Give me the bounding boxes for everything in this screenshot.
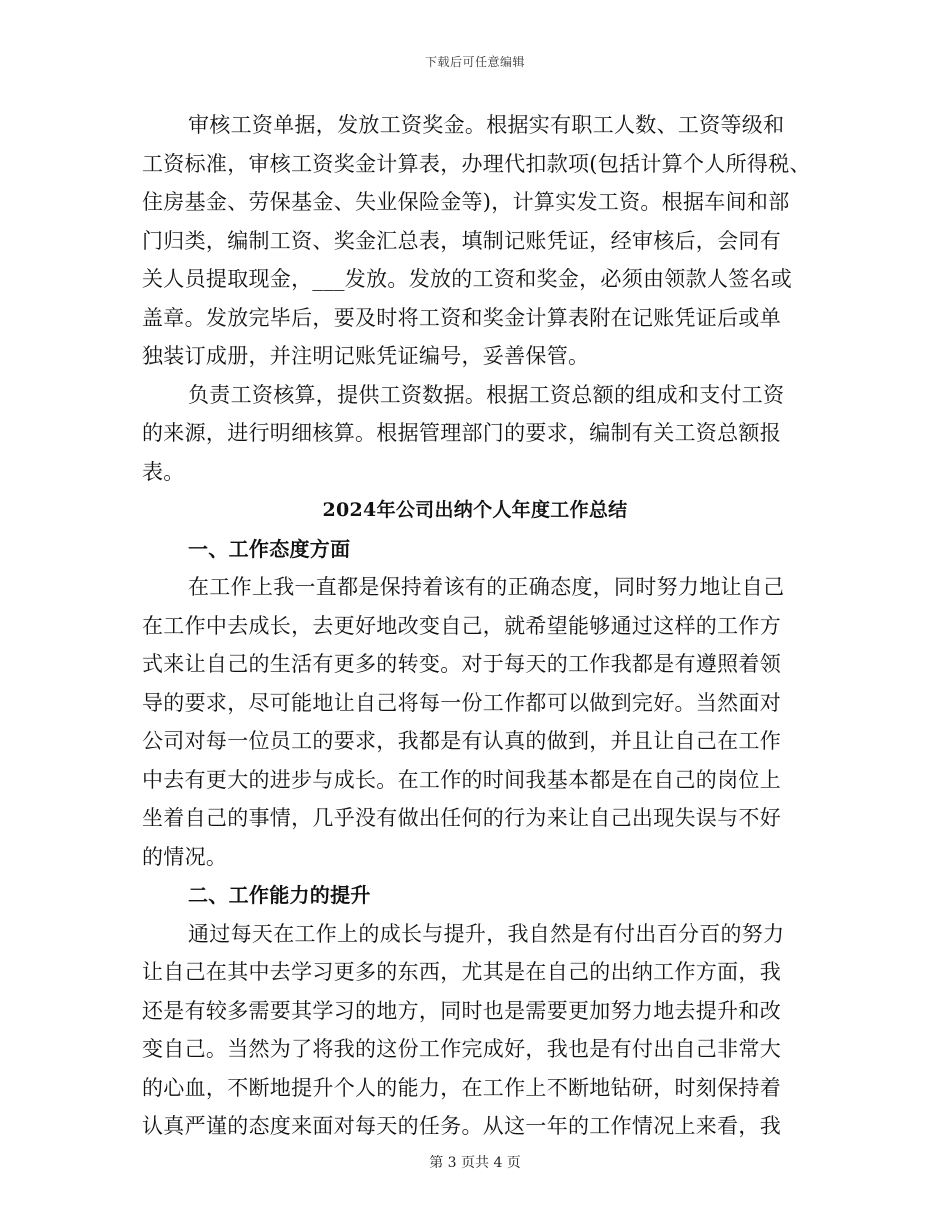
paragraph-line: 变自己。当然为了将我的这份工作完成好，我也是有付出自己非常大 [142, 1037, 781, 1061]
paragraph-line: 式来让自己的生活有更多的转变。对于每天的工作我都是有遵照着领 [142, 652, 781, 676]
paragraph-line: 审核工资单据，发放工资奖金。根据实有职工人数、工资等级和 [188, 113, 785, 137]
paragraph-line: 独装订成册，并注明记账凭证编号，妥善保管。 [142, 344, 590, 368]
paragraph-line: 中去有更大的进步与成长。在工作的时间我基本都是在自己的岗位上 [142, 767, 781, 792]
paragraph-line: 工资标准，审核工资奖金计算表，办理代扣款项(包括计算个人所得税、 [142, 151, 811, 176]
page-header: 下载后可任意编辑 [424, 55, 525, 69]
paragraph-line: 的来源，进行明细核算。根据管理部门的要求，编制有关工资总额报 [142, 421, 781, 445]
document-body [142, 106, 811, 1146]
paragraph-line: 关人员提取现金，___发放。发放的工资和奖金，必须由领款人签名或 [142, 267, 793, 291]
paragraph-line: 还是有较多需要其学习的地方，同时也是需要更加努力地去提升和改 [142, 998, 781, 1023]
paragraph-line: 表。 [142, 459, 185, 484]
paragraph-line: 在工作中去成长，去更好地改变自己，就希望能够通过这样的工作方 [142, 613, 781, 638]
paragraph-line: 的心血，不断地提升个人的能力，在工作上不断地钻研，时刻保持着 [142, 1075, 781, 1100]
section-heading: 一、工作态度方面 [188, 536, 351, 561]
paragraph-line: 的情况。 [142, 844, 228, 869]
paragraph-line: 认真严谨的态度来面对每天的任务。从这一年的工作情况上来看，我 [142, 1114, 781, 1138]
paragraph-line: 负责工资核算，提供工资数据。根据工资总额的组成和支付工资 [188, 382, 785, 407]
paragraph-line: 导的要求，尽可能地让自己将每一份工作都可以做到完好。当然面对 [142, 690, 781, 715]
paragraph-line: 住房基金、劳保基金、失业保险金等)，计算实发工资。根据车间和部 [142, 190, 790, 214]
paragraph-line: 盖章。发放完毕后，要及时将工资和奖金计算表附在记账凭证后或单 [142, 305, 781, 330]
paragraph-line: 坐着自己的事情，几乎没有做出任何的行为来让自己出现失误与不好 [142, 806, 781, 830]
section-heading: 二、工作能力的提升 [188, 883, 371, 907]
paragraph-line: 门归类，编制工资、奖金汇总表，填制记账凭证，经审核后，会同有 [142, 228, 781, 253]
paragraph-line: 通过每天在工作上的成长与提升，我自然是有付出百分百的努力 [188, 921, 785, 946]
paragraph-line: 在工作上我一直都是保持着该有的正确态度，同时努力地让自己 [188, 575, 785, 599]
page-number: 第 3 页共 4 页 [429, 1155, 521, 1171]
paragraph-line: 让自己在其中去学习更多的东西，尤其是在自己的出纳工作方面，我 [142, 960, 781, 984]
paragraph-line: 公司对每一位员工的要求，我都是有认真的做到，并且让自己在工作 [142, 729, 781, 753]
document-title: 2024年公司出纳个人年度工作总结 [322, 499, 628, 521]
